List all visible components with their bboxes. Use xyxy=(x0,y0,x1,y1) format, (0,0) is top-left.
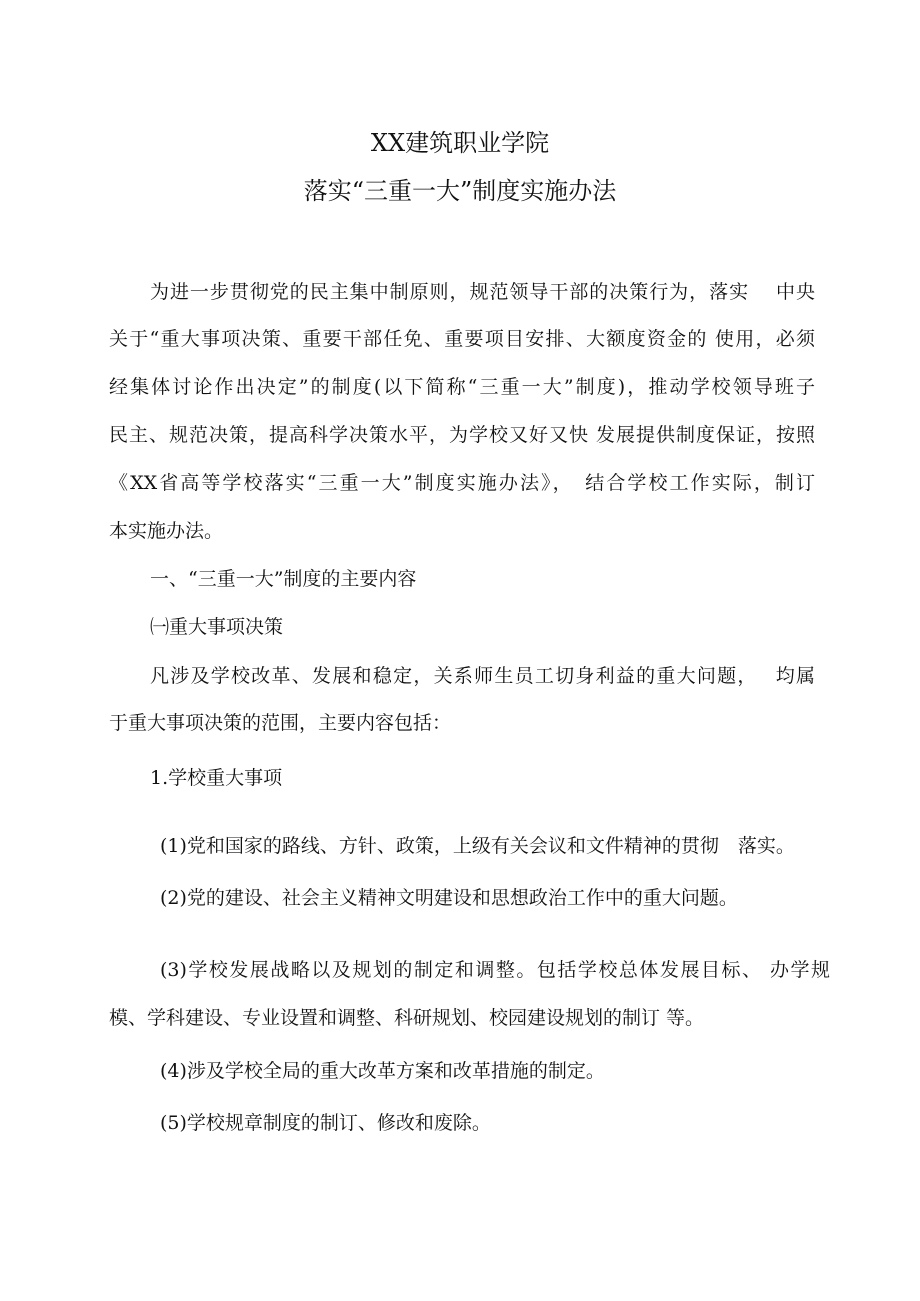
section-1-heading: 一、“三重一大”制度的主要内容 xyxy=(150,568,417,590)
subsection-1-body-line-2: 于重大事项决策的范围，主要内容包括： xyxy=(109,712,452,734)
subsection-1-heading: ㈠重大事项决策 xyxy=(150,616,284,638)
intro-line-1: 为进一步贯彻党的民主集中制原则，规范领导干部的决策行为，落实 中央 xyxy=(150,281,815,303)
document-title-line1: XX建筑职业学院 xyxy=(370,129,550,157)
document-title-line2: 落实“三重一大”制度实施办法 xyxy=(303,177,617,205)
item-1-heading: 1.学校重大事项 xyxy=(150,767,283,789)
intro-line-4: 民主、规范决策，提高科学决策水平，为学校又好又快 发展提供制度保证，按照 xyxy=(109,424,815,446)
intro-line-6: 本实施办法。 xyxy=(109,520,224,542)
intro-line-2: 关于“重大事项决策、重要干部任免、重要项目安排、大额度资金的 使用，必须 xyxy=(109,328,815,350)
item-paragraph-3-line-1: (3)学校发展战略以及规划的制定和调整。包括学校总体发展目标、 办学规 xyxy=(160,959,830,981)
intro-line-3: 经集体讨论作出决定”的制度(以下简称“三重一大”制度)，推动学校领导班子 xyxy=(109,376,815,398)
item-paragraph-5: (5)学校规章制度的制订、修改和废除。 xyxy=(160,1112,491,1134)
subsection-1-body-line-1: 凡涉及学校改革、发展和稳定，关系师生员工切身利益的重大问题， 均属 xyxy=(150,665,815,687)
item-paragraph-2: (2)党的建设、社会主义精神文明建设和思想政治工作中的重大问题。 xyxy=(160,887,738,909)
item-paragraph-3-line-2: 模、学科建设、专业设置和调整、科研规划、校园建设规划的制订 等。 xyxy=(109,1007,705,1029)
item-paragraph-1: (1)党和国家的路线、方针、政策，上级有关会议和文件精神的贯彻 落实。 xyxy=(160,835,795,857)
item-paragraph-4: (4)涉及学校全局的重大改革方案和改革措施的制定。 xyxy=(160,1060,605,1082)
intro-line-5: 《XX省高等学校落实“三重一大”制度实施办法》， 结合学校工作实际，制订 xyxy=(109,472,815,494)
